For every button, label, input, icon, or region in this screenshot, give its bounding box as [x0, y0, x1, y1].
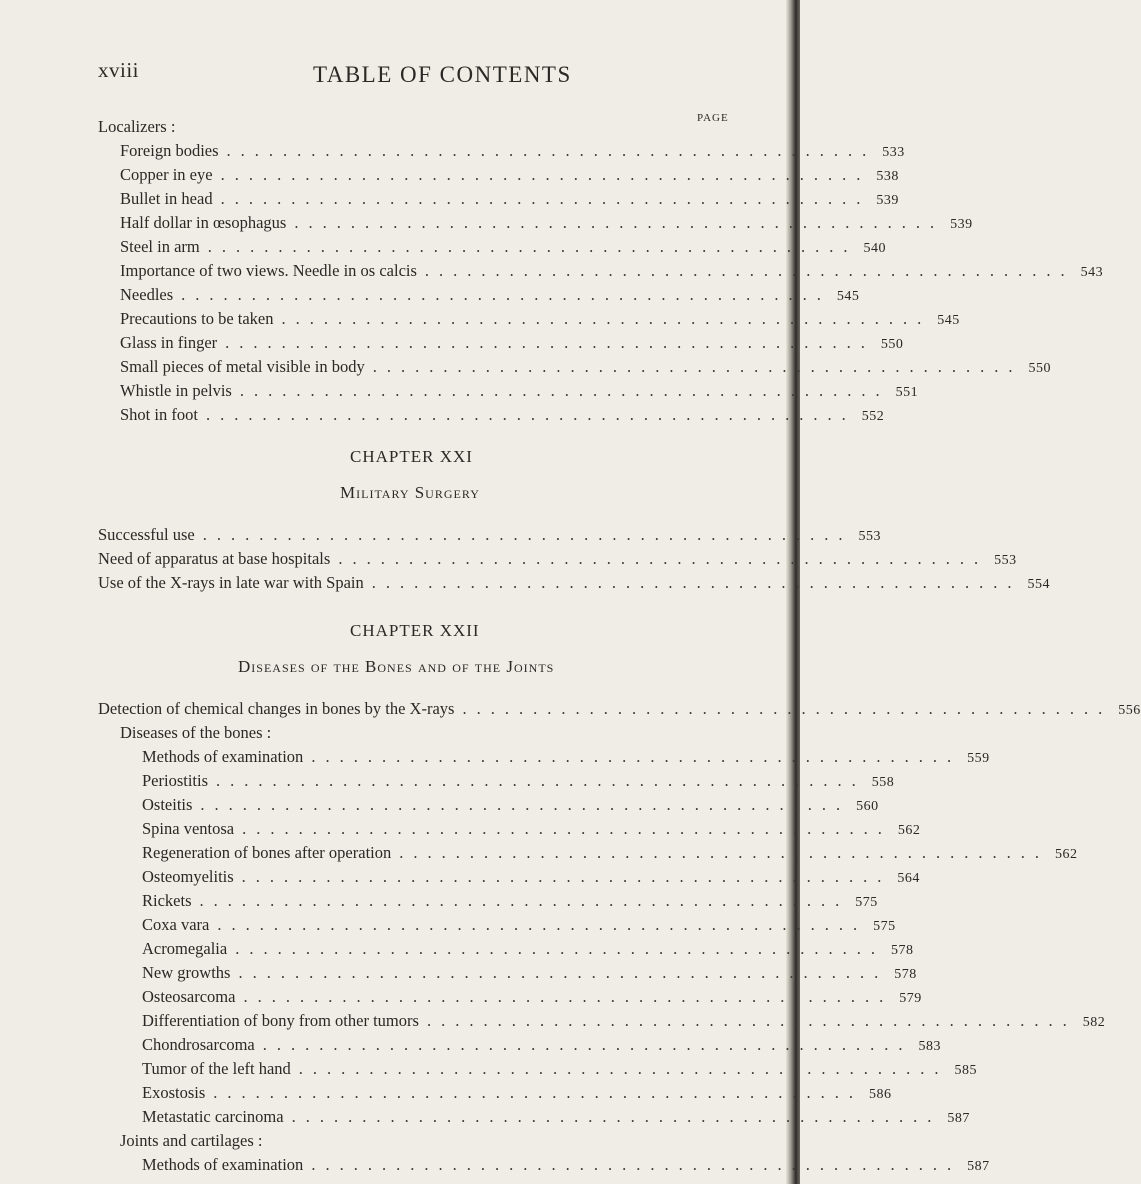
dot-leader: ..............................................	[220, 165, 871, 184]
entry-page: 578	[894, 967, 917, 982]
entry-page: 562	[897, 823, 921, 838]
dot-leader: ..............................................	[181, 285, 831, 304]
entry-title: Osteomyelitis	[142, 867, 234, 886]
toc-entry	[120, 330, 904, 356]
entry-page: 533	[882, 145, 905, 160]
entry-page: 575	[873, 919, 896, 934]
entry-title: Importance of two views. Needle in os calcis	[120, 261, 417, 280]
entry-page: 552	[861, 409, 885, 424]
entry-page: 550	[880, 337, 904, 352]
entry-title: Foreign bodies	[120, 141, 219, 160]
entry-page: 551	[895, 385, 919, 400]
entry-title: Whistle in pelvis	[120, 381, 232, 400]
dot-leader: ..............................................	[338, 549, 989, 568]
toc-entry	[98, 546, 1017, 572]
toc-entry	[142, 936, 914, 962]
dot-leader: ..............................................	[239, 381, 890, 400]
dot-leader: ..............................................	[371, 573, 1022, 592]
dot-leader: ..............................................	[217, 915, 868, 934]
entry-page: 539	[876, 193, 899, 208]
toc-entry	[98, 696, 1141, 722]
entry-title: Chondrosarcoma	[142, 1035, 255, 1054]
dot-leader: ..............................................	[225, 333, 875, 352]
toc-entry	[120, 402, 885, 428]
toc-entry	[120, 378, 919, 404]
toc-entry	[142, 984, 922, 1010]
entry-title: Periostitis	[142, 771, 209, 790]
entry-page: 587	[967, 1159, 990, 1174]
entry-page: 554	[1027, 577, 1051, 592]
toc-entry	[142, 840, 1078, 866]
dot-leader: ..............................................	[399, 843, 1049, 862]
entry-title: Differentiation of bony from other tumors	[142, 1011, 419, 1030]
entry-page: 583	[918, 1039, 941, 1054]
entry-page: 553	[858, 529, 881, 544]
toc-entry	[120, 186, 899, 212]
toc-entry	[142, 1080, 892, 1106]
toc-entry	[142, 864, 920, 890]
entry-title: Precautions to be taken	[120, 309, 274, 328]
toc-entry	[142, 792, 879, 818]
entry-page: 553	[994, 553, 1017, 568]
chapter-heading: CHAPTER XXI	[350, 447, 473, 466]
entry-title: Need of apparatus at base hospitals	[98, 549, 331, 568]
dot-leader: ..............................................	[281, 309, 932, 328]
dot-leader: ..............................................	[235, 939, 885, 958]
entry-title: Use of the X-rays in late war with Spain	[98, 573, 364, 592]
toc-entry	[142, 912, 896, 938]
entry-title: Needles	[120, 285, 174, 304]
dot-leader: ..............................................	[262, 1035, 913, 1054]
toc-entry	[120, 210, 973, 236]
toc-entry	[142, 768, 895, 794]
toc-entry	[142, 744, 990, 770]
toc-entry	[142, 1104, 970, 1130]
entry-title: Detection of chemical changes in bones by the X-rays	[98, 699, 455, 718]
entry-page: 550	[1028, 361, 1051, 376]
toc-entry	[120, 138, 905, 164]
subsection-heading-bones: Diseases of the bones :	[120, 723, 272, 742]
entry-title: Steel in arm	[120, 237, 200, 256]
dot-leader: ..............................................	[426, 1011, 1077, 1030]
dot-leader: ..............................................	[372, 357, 1023, 376]
entry-title: Acromegalia	[142, 939, 228, 958]
section-heading-localizers: Localizers :	[98, 117, 176, 136]
dot-leader: ..............................................	[242, 819, 892, 838]
entry-title: Coxa vara	[142, 915, 210, 934]
entry-title: Shot in foot	[120, 405, 198, 424]
toc-entry	[142, 1056, 978, 1082]
entry-title: Rickets	[142, 891, 192, 910]
subsection-heading-joints: Joints and cartilages :	[120, 1131, 263, 1150]
dot-leader: ..............................................	[220, 189, 871, 208]
toc-entry	[120, 306, 960, 332]
dot-leader: ..............................................	[216, 771, 866, 790]
dot-leader: ..............................................	[200, 795, 851, 814]
dot-leader: ..............................................	[207, 237, 858, 256]
entry-title: Methods of examination	[142, 1155, 304, 1174]
entry-title: New growths	[142, 963, 231, 982]
entry-page: 538	[876, 169, 899, 184]
entry-page: 562	[1054, 847, 1078, 862]
toc-entry	[120, 258, 1104, 284]
entry-page: 582	[1082, 1015, 1106, 1030]
entry-title: Regeneration of bones after operation	[142, 843, 392, 862]
entry-title: Osteosarcoma	[142, 987, 236, 1006]
toc-entry	[142, 816, 921, 842]
entry-page: 579	[899, 991, 922, 1006]
dot-leader: ..............................................	[241, 867, 892, 886]
entry-title: Tumor of the left hand	[142, 1059, 291, 1078]
entry-page: 575	[855, 895, 878, 910]
entry-title: Osteitis	[142, 795, 193, 814]
entry-page: 564	[897, 871, 920, 886]
toc-entry	[142, 960, 917, 986]
toc-entry	[120, 282, 860, 308]
entry-page: 560	[856, 799, 879, 814]
entry-page: 578	[890, 943, 914, 958]
dot-leader: ..............................................	[205, 405, 856, 424]
dot-leader: ..............................................	[291, 1107, 942, 1126]
dot-leader: ..............................................	[311, 747, 962, 766]
dot-leader: ..............................................	[226, 141, 877, 160]
dot-leader: ..............................................	[243, 987, 894, 1006]
entry-title: Copper in eye	[120, 165, 213, 184]
toc-entry	[98, 570, 1051, 596]
entry-page: 559	[967, 751, 990, 766]
entry-title: Methods of examination	[142, 747, 304, 766]
chapter-subject: Military Surgery	[340, 483, 480, 502]
dot-leader: ..............................................	[294, 213, 945, 232]
entry-page: 543	[1080, 265, 1104, 280]
toc-entry	[98, 522, 881, 548]
entry-title: Half dollar in œsophagus	[120, 213, 287, 232]
entry-title: Glass in finger	[120, 333, 218, 352]
toc-entry	[120, 162, 899, 188]
entry-page: 545	[937, 313, 960, 328]
dot-leader: ..............................................	[311, 1155, 962, 1174]
toc-entry	[120, 234, 886, 260]
entry-page: 539	[950, 217, 973, 232]
dot-leader: ..............................................	[462, 699, 1113, 718]
entry-page: 545	[836, 289, 860, 304]
toc-entry	[142, 1008, 1106, 1034]
chapter-subject: Diseases of the Bones and of the Joints	[238, 657, 555, 676]
dot-leader: ..............................................	[298, 1059, 949, 1078]
entry-title: Exostosis	[142, 1083, 206, 1102]
entry-title: Successful use	[98, 525, 195, 544]
dot-leader: ..............................................	[213, 1083, 864, 1102]
page-column-label: PAGE	[697, 112, 729, 124]
toc-entry	[142, 888, 878, 914]
entry-page: 556	[1118, 703, 1141, 718]
entry-page: 585	[954, 1063, 978, 1078]
dot-leader: ..............................................	[199, 891, 850, 910]
toc-entry	[120, 354, 1051, 380]
entry-page: 586	[869, 1087, 892, 1102]
toc-entry	[142, 1032, 941, 1058]
entry-title: Small pieces of metal visible in body	[120, 357, 365, 376]
page-numeral: xviii	[98, 58, 140, 82]
dot-leader: ..............................................	[238, 963, 889, 982]
toc-entry	[142, 1152, 990, 1178]
entry-title: Bullet in head	[120, 189, 213, 208]
entry-title: Metastatic carcinoma	[142, 1107, 284, 1126]
entry-page: 587	[947, 1111, 970, 1126]
dot-leader: ..............................................	[202, 525, 853, 544]
entry-page: 558	[871, 775, 895, 790]
dot-leader: ..............................................	[424, 261, 1075, 280]
entry-title: Spina ventosa	[142, 819, 235, 838]
entry-page: 540	[863, 241, 886, 256]
running-title: TABLE OF CONTENTS	[313, 62, 572, 87]
chapter-heading: CHAPTER XXII	[350, 621, 480, 640]
